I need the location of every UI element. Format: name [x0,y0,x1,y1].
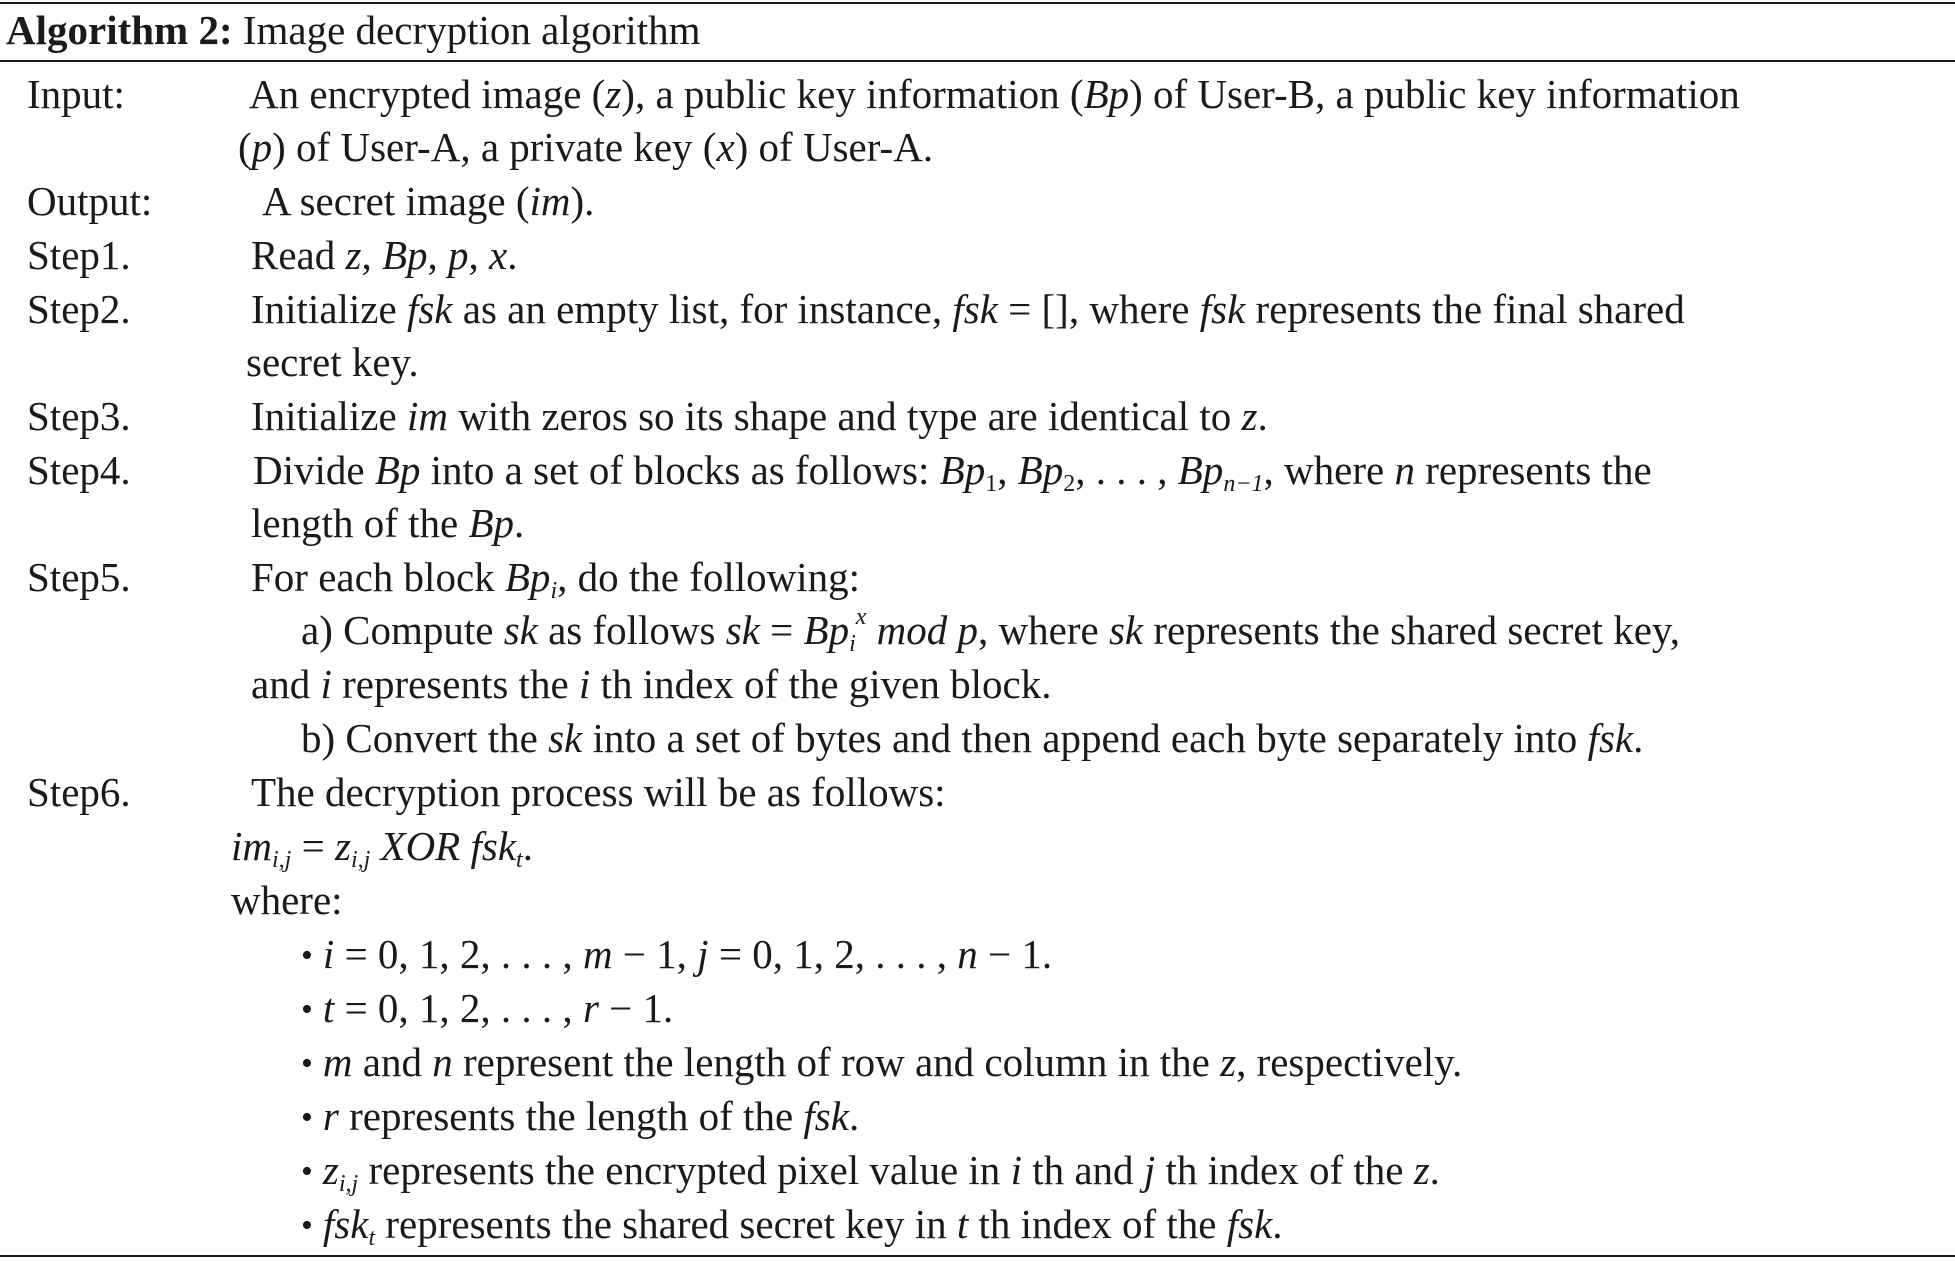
label-input: Input: [27,71,125,117]
step1-text: Read z, Bp, p, x. [251,232,518,278]
step2-line-2: secret key. [246,339,419,385]
bottom-rule [0,1255,1955,1257]
input-line-1: An encrypted image (z), a public key information (Bp) of User-B, a public key information [249,71,1740,117]
step5-substep-b: b) Convert the sk into a set of bytes and then append each byte separately into fsk. [301,715,1644,761]
bullet-m-n-definition: • m and n represent the length of row and column in the z, respectively. [301,1039,1463,1085]
bullet-z-definition: • $z_{i,j}$ represents the encrypted pixel value in i th and j th index of the z. [301,1147,1440,1197]
label-step5: Step5. [27,554,131,600]
step5-substep-a-line-2: and i represents the i th index of the given block. [251,661,1052,707]
algorithm-name: Image decryption algorithm [242,7,701,53]
title-rule [0,60,1955,62]
decryption-equation: $im_{i,j} = z_{i,j}$ XOR fsk$_t$. [231,823,533,873]
output-text: A secret image (im). [262,178,595,224]
algorithm-label: Algorithm 2: [6,7,233,53]
bullet-fsk-definition: • fsk$_t$ represents the shared secret key in t th index of the fsk. [301,1201,1283,1251]
step5-line-1: For each block $Bp_i$, do the following: [251,554,861,604]
bullet-r-definition: • r represents the length of the fsk. [301,1093,860,1139]
step4-line-2: length of the Bp. [251,500,525,546]
input-line-2: (p) of User-A, a private key (x) of User-A. [238,124,934,170]
step5-substep-a: a) Compute sk as follows sk = $Bp_i^x$ mod p, where sk represents the shared secret key, [301,604,1681,657]
step4-line-1: Divide Bp into a set of blocks as follows: $Bp_1$, $Bp_2$, . . . , $Bp_{n-1}$, where n represents the [253,447,1652,497]
label-step1: Step1. [27,232,131,278]
label-output: Output: [27,178,153,224]
step2-line-1: Initialize fsk as an empty list, for instance, fsk = [], where fsk represents the final shared [251,286,1685,332]
step3-text: Initialize im with zeros so its shape and type are identical to z. [251,393,1268,439]
step6-intro: The decryption process will be as follows: [251,769,946,815]
bullet-index-ranges: • i = 0, 1, 2, . . . , m − 1, j = 0, 1, 2, . . . , n − 1. [301,931,1053,977]
label-step4: Step4. [27,447,131,493]
label-step3: Step3. [27,393,131,439]
where-label: where: [231,877,343,923]
bullet-t-range: • t = 0, 1, 2, . . . , r − 1. [301,985,674,1031]
algorithm-title [6,4,701,57]
label-step6: Step6. [27,769,131,815]
label-step2: Step2. [27,286,131,332]
